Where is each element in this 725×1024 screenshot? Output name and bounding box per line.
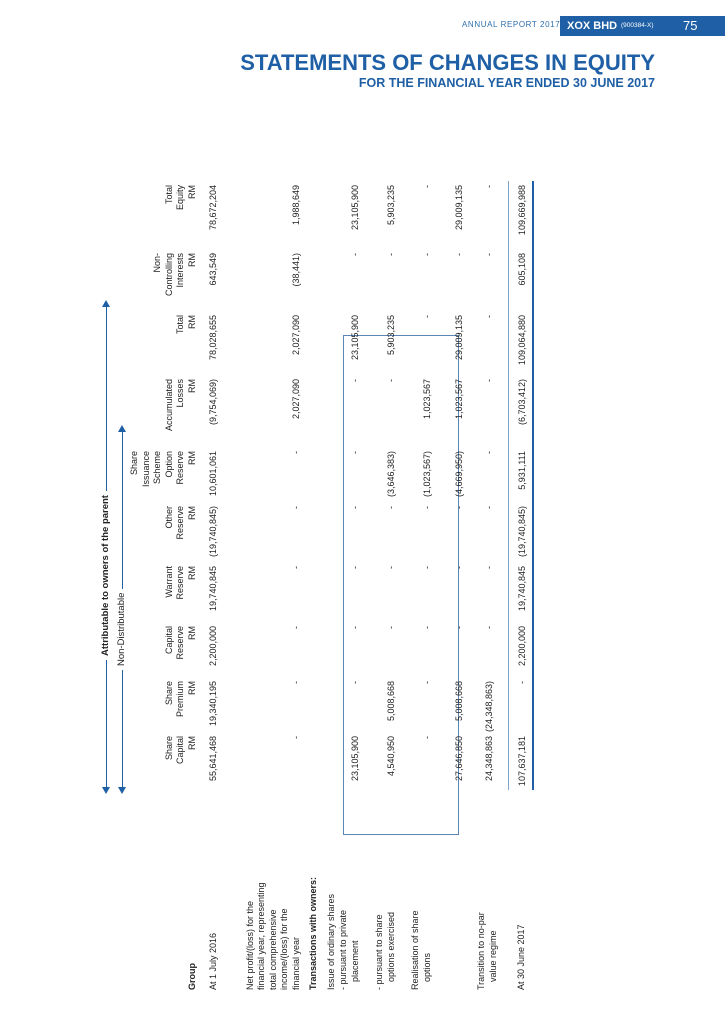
- cell: (19,740,845): [208, 506, 218, 558]
- cell: 5,903,235: [386, 185, 397, 226]
- cell: -: [290, 451, 301, 454]
- company-reg-number: (900384-X): [621, 22, 654, 29]
- cell: (38,441): [290, 253, 301, 287]
- issue-of-ordinary-shares-header: Issue of ordinary shares: [326, 893, 336, 990]
- cell: 19,740,845: [508, 562, 534, 622]
- col-header-nci: Non- Controlling Interests RM: [152, 253, 197, 297]
- cell: -: [454, 506, 464, 509]
- cell: 23,105,900: [350, 736, 361, 782]
- cell: 27,646,850: [454, 736, 464, 782]
- cell: -: [422, 566, 433, 569]
- cell: (4,669,950): [454, 451, 464, 498]
- cell: 24,348,863: [484, 736, 495, 782]
- cell: -: [422, 681, 433, 684]
- cell: -: [290, 566, 301, 569]
- company-name: XOX BHD: [567, 20, 618, 32]
- cell: 605,108: [508, 249, 534, 311]
- cell: -: [454, 566, 464, 569]
- attributable-arrow-left: [102, 787, 110, 794]
- cell: -: [484, 253, 495, 256]
- equity-table: [129, 181, 534, 990]
- cell: -: [350, 253, 361, 256]
- attributable-arrow-right: [102, 296, 110, 307]
- cell: 5,903,235: [386, 315, 397, 356]
- cell: 5,008,668: [386, 681, 397, 722]
- cell: 5,008,668: [454, 681, 464, 722]
- col-header-accumulated-losses: Accumulated Losses RM: [163, 379, 197, 432]
- cell: -: [290, 681, 301, 684]
- cell: 109,064,880: [508, 311, 534, 375]
- cell: -: [350, 379, 361, 382]
- cell: 23,105,900: [350, 185, 361, 231]
- attributable-label: Attributable to owners of the parent: [100, 491, 111, 660]
- col-header-sis-option-reserve: Share Issuance Scheme Option Reserve RM: [129, 451, 197, 488]
- cell: 1,988,649: [290, 185, 301, 226]
- page-subtitle: FOR THE FINANCIAL YEAR ENDED 30 JUNE 2017: [358, 76, 655, 90]
- cell: -: [290, 736, 301, 739]
- cell: -: [350, 566, 361, 569]
- row-label-transition: Transition to no-par value regime: [476, 912, 498, 990]
- cell: 2,200,000: [508, 622, 534, 677]
- cell: -: [422, 626, 433, 629]
- group-header: Group: [186, 963, 197, 990]
- cell: 78,672,204: [208, 185, 218, 231]
- cell: -: [422, 315, 433, 318]
- cell: 29,009,135: [454, 185, 464, 231]
- cell: 2,200,000: [208, 626, 218, 667]
- page-header: [0, 16, 725, 36]
- cell: 109,669,988: [508, 181, 534, 249]
- cell: 19,340,195: [208, 681, 218, 727]
- row-label-at-30-june-2017: At 30 June 2017: [516, 924, 526, 990]
- cell: (1,023,567): [422, 451, 433, 498]
- row-label-at-1-july-2016: At 1 July 2016: [208, 932, 218, 990]
- cell: -: [386, 626, 397, 629]
- cell: -: [386, 506, 397, 509]
- cell: -: [484, 315, 495, 318]
- cell: -: [386, 253, 397, 256]
- cell: 55,641,468: [208, 736, 218, 782]
- non-distributable-label: Non-Distributable: [116, 589, 127, 670]
- row-label-realisation: Realisation of share options: [410, 910, 432, 990]
- col-header-share-premium: Share Premium RM: [163, 681, 197, 718]
- cell: -: [350, 626, 361, 629]
- col-header-total: Total RM: [175, 315, 197, 335]
- page-number: 75: [683, 18, 698, 33]
- page-title: STATEMENTS OF CHANGES IN EQUITY: [240, 50, 655, 75]
- cell: 1,023,567: [454, 379, 464, 420]
- cell: -: [454, 253, 464, 256]
- report-title: ANNUAL REPORT 2017: [462, 20, 561, 29]
- cell: 10,601,061: [208, 451, 218, 497]
- cell: -: [422, 185, 433, 188]
- cell: -: [290, 626, 301, 629]
- cell: 78,028,655: [208, 315, 218, 361]
- cell: -: [350, 681, 361, 684]
- cell: 2,027,090: [290, 379, 301, 420]
- cell: -: [386, 379, 397, 382]
- cell: -: [422, 506, 433, 509]
- cell: -: [484, 451, 495, 454]
- cell: (9,754,069): [208, 379, 218, 426]
- cell: 1,023,567: [422, 379, 433, 420]
- cell: 2,027,090: [290, 315, 301, 356]
- cell: 5,931,111: [508, 447, 534, 502]
- cell: 107,637,181: [508, 732, 534, 790]
- cell: -: [350, 506, 361, 509]
- cell: -: [484, 626, 495, 629]
- cell: -: [484, 379, 495, 382]
- cell: (6,703,412): [508, 375, 534, 447]
- row-label-net-profit: Net profit/(loss) for the financial year, representing total comprehensive income/(loss) for the financial year: [244, 882, 301, 990]
- row-label-share-options: - pursuant to share options exercised: [374, 911, 396, 990]
- cell: -: [290, 506, 301, 509]
- cell: (19,740,845): [508, 502, 534, 562]
- non-distributable-arrow-right: [118, 421, 126, 432]
- cell: 643,549: [208, 253, 218, 286]
- cell: -: [386, 566, 397, 569]
- cell: 19,740,845: [208, 566, 218, 612]
- non-distributable-arrow-left: [118, 787, 126, 794]
- cell: -: [484, 566, 495, 569]
- col-header-capital-reserve: Capital Reserve RM: [163, 626, 197, 660]
- cell: -: [484, 506, 495, 509]
- cell: -: [422, 736, 433, 739]
- col-header-share-capital: Share Capital RM: [163, 736, 197, 765]
- transactions-with-owners-header: Transactions with owners:: [308, 876, 318, 990]
- cell: (3,646,383): [386, 451, 397, 498]
- equity-table-rotated: [100, 110, 620, 990]
- cell: -: [350, 451, 361, 454]
- cell: 29,009,135: [454, 315, 464, 361]
- row-label-private-placement: - pursuant to private placement: [338, 909, 360, 990]
- cell: 4,540,950: [386, 736, 397, 777]
- col-header-total-equity: Total Equity RM: [163, 185, 197, 211]
- col-header-other-reserve: Other Reserve RM: [163, 506, 197, 540]
- cell: (24,348,863): [484, 681, 495, 733]
- cell: -: [484, 185, 495, 188]
- cell: -: [508, 677, 534, 732]
- cell: -: [454, 626, 464, 629]
- col-header-warrant-reserve: Warrant Reserve RM: [163, 566, 197, 600]
- cell: 23,105,900: [350, 315, 361, 361]
- cell: -: [422, 253, 433, 256]
- row-label-subtotal: [446, 790, 472, 990]
